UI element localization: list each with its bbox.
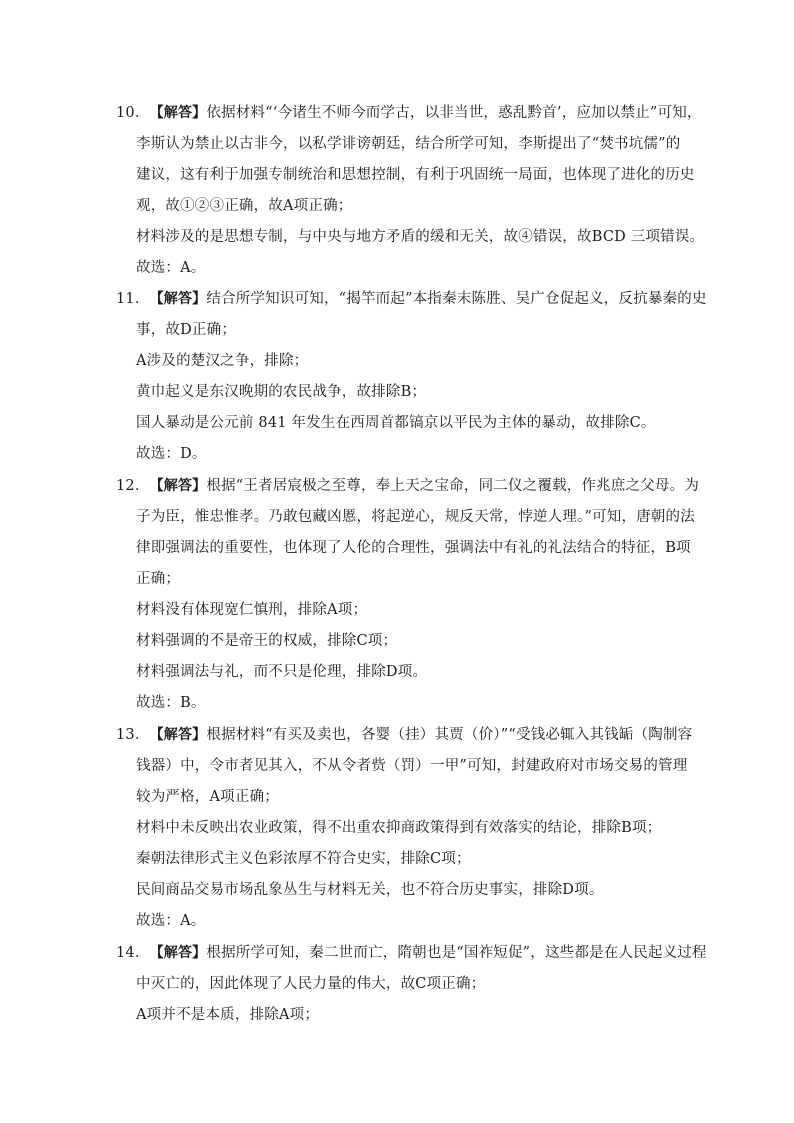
answer-number: 13． (116, 727, 150, 743)
answer-12-line-7: 材料强调法与礼，而不只是伦理，排除D项。 (136, 664, 428, 680)
answer-13-line-7: 故选：A。 (136, 913, 206, 929)
answer-10-line-6: 故选：A。 (136, 260, 206, 276)
answer-12-line-3: 律即强调法的重要性，也体现了人伦的合理性，强调法中有礼的礼法结合的特征，B项 (136, 540, 691, 556)
answer-number: 12． (116, 478, 150, 494)
answer-11-line-6: 故选：D。 (136, 446, 207, 462)
answer-10-line-2: 李斯认为禁止以古非今，以私学诽谤朝廷，结合所学可知，李斯提出了“焚书坑儒”的 (136, 136, 681, 152)
answer-14-line-2: 中灭亡的，因此体现了人民力量的伟大，故C项正确； (136, 976, 486, 992)
answer-number: 11． (116, 291, 150, 307)
answer-12-line-6: 材料强调的不是帝王的权威，排除C项； (136, 633, 398, 649)
answer-text: 根据材料“有买及卖也，各婴（挂）其贾（价）”“受钱必辄入其钱缿（陶制容 (206, 727, 693, 743)
answer-text: 依据材料“‘今诸生不师今而学古，以非当世，惑乱黔首’，应加以禁止”可知， (206, 105, 702, 121)
answer-tag: 【解答】 (149, 727, 207, 743)
answer-14-line-1 (116, 942, 707, 964)
answer-10-line-4: 观，故①②③正确，故A项正确； (136, 198, 353, 214)
answer-tag: 【解答】 (149, 478, 207, 494)
answer-text: 根据“王者居宸极之至尊，奉上天之宝命，同二仪之覆载，作兆庶之父母。为 (206, 478, 700, 494)
answer-13-line-3: 较为严格，A项正确； (136, 789, 279, 805)
answer-number: 14． (116, 945, 150, 961)
answer-tag: 【解答】 (149, 105, 207, 121)
answer-11-line-3: A涉及的楚汉之争，排除； (136, 353, 309, 369)
answer-13-line-2: 钱器）中，令市者见其入，不从令者赀（罚）一甲”可知，封建政府对市场交易的管理 (136, 758, 688, 774)
answer-10-line-1 (116, 102, 702, 124)
answer-13-line-5: 秦朝法律形式主义色彩浓厚不符合史实，排除C项； (136, 851, 471, 867)
answer-12-line-1 (116, 475, 699, 497)
answer-11-line-1 (116, 288, 707, 310)
answer-text: 根据所学可知，秦二世而亡，隋朝也是“国祚短促”，这些都是在人民起义过程 (206, 945, 707, 961)
answer-text: 结合所学知识可知，“揭竿而起”本指秦末陈胜、吴广仓促起义，反抗暴秦的史 (206, 291, 707, 307)
answer-10-line-3: 建议，这有利于加强专制统治和思想控制，有利于巩固统一局面，也体现了进化的历史 (136, 167, 695, 183)
answer-13-line-4: 材料中未反映出农业政策，得不出重农抑商政策得到有效落实的结论，排除B项； (136, 820, 662, 836)
answer-13-line-1 (116, 724, 692, 746)
answer-11-line-4: 黄巾起义是东汉晚期的农民战争，故排除B； (136, 384, 427, 400)
answer-11-line-2: 事，故D正确； (136, 322, 237, 338)
answer-tag: 【解答】 (149, 291, 207, 307)
answer-tag: 【解答】 (149, 945, 207, 961)
answer-12-line-8: 故选：B。 (136, 695, 206, 711)
answer-13-line-6: 民间商品交易市场乱象丛生与材料无关，也不符合历史事实，排除D项。 (136, 882, 604, 898)
answer-10-line-5: 材料涉及的是思想专制，与中央与地方矛盾的缓和无关，故④错误，故BCD 三项错误。 (136, 229, 705, 245)
answer-12-line-2: 子为臣，惟忠惟孝。乃敢包藏凶慝，将起逆心，规反天常，悖逆人理。”可知，唐朝的法 (136, 509, 695, 525)
answer-11-line-5: 国人暴动是公元前 841 年发生在西周首都镐京以平民为主体的暴动，故排除C。 (136, 415, 656, 431)
answer-number: 10． (116, 105, 150, 121)
answer-14-line-3: A项并不是本质，排除A项； (136, 1007, 320, 1023)
answer-12-line-4: 正确； (136, 571, 181, 587)
answer-12-line-5: 材料没有体现宽仁慎刑，排除A项； (136, 602, 368, 618)
